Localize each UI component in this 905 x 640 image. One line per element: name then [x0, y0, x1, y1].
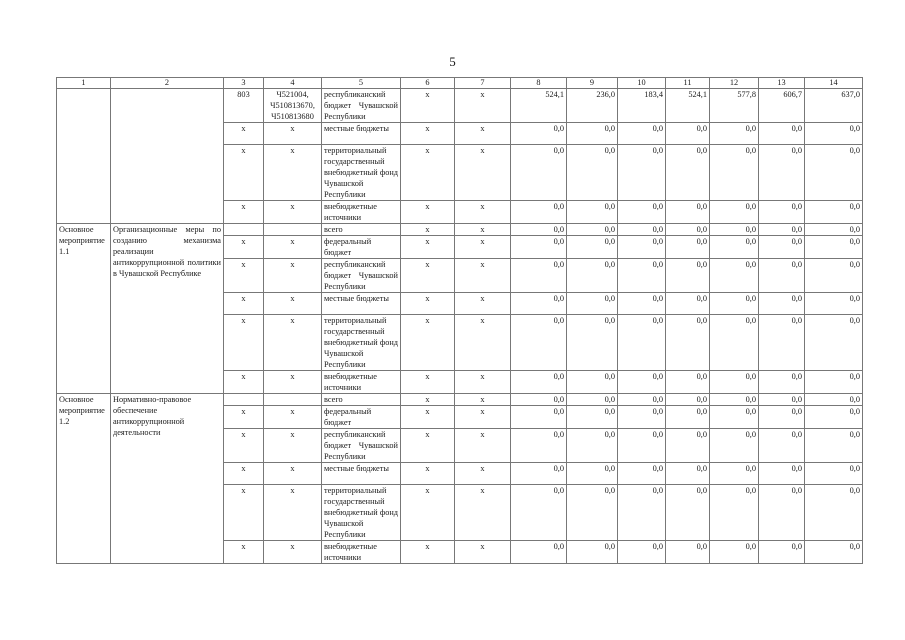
value-cell: 0,0	[666, 429, 710, 463]
marker-cell: x	[455, 429, 511, 463]
value-cell: 0,0	[710, 224, 759, 236]
kbk-cell: x	[264, 236, 322, 259]
kbk-cell: Ч521004, Ч510813670, Ч510813680	[264, 89, 322, 123]
value-cell: 0,0	[567, 224, 618, 236]
code-cell: x	[224, 123, 264, 145]
marker-cell: x	[455, 259, 511, 293]
kbk-cell: x	[264, 485, 322, 541]
value-cell: 0,0	[710, 406, 759, 429]
source-cell: местные бюджеты	[322, 463, 401, 485]
header-cell: 12	[710, 78, 759, 89]
marker-cell: x	[401, 394, 455, 406]
source-cell: территориальный государственный внебюджетный фонд Чувашской Республики	[322, 315, 401, 371]
event-name-cell	[111, 89, 224, 224]
value-cell: 0,0	[666, 145, 710, 201]
kbk-cell: x	[264, 541, 322, 564]
kbk-cell: x	[264, 259, 322, 293]
marker-cell: x	[401, 224, 455, 236]
value-cell: 0,0	[567, 145, 618, 201]
marker-cell: x	[455, 541, 511, 564]
value-cell: 0,0	[710, 236, 759, 259]
event-cell: Основное мероприятие 1.2	[57, 394, 111, 564]
source-cell: федеральный бюджет	[322, 406, 401, 429]
marker-cell: x	[455, 485, 511, 541]
kbk-cell: x	[264, 463, 322, 485]
kbk-cell: x	[264, 315, 322, 371]
header-cell: 9	[567, 78, 618, 89]
value-cell: 0,0	[567, 315, 618, 371]
value-cell: 0,0	[567, 406, 618, 429]
value-cell: 0,0	[759, 123, 805, 145]
value-cell: 0,0	[759, 371, 805, 394]
value-cell: 0,0	[567, 541, 618, 564]
code-cell: x	[224, 293, 264, 315]
value-cell: 0,0	[805, 123, 863, 145]
value-cell: 0,0	[710, 463, 759, 485]
value-cell: 0,0	[710, 201, 759, 224]
value-cell: 0,0	[805, 145, 863, 201]
value-cell: 0,0	[618, 201, 666, 224]
value-cell: 0,0	[710, 145, 759, 201]
value-cell: 0,0	[511, 371, 567, 394]
value-cell: 0,0	[805, 485, 863, 541]
code-cell: x	[224, 485, 264, 541]
marker-cell: x	[455, 89, 511, 123]
source-cell: всего	[322, 394, 401, 406]
code-cell: x	[224, 463, 264, 485]
source-cell: республиканский бюджет Чувашской Республики	[322, 89, 401, 123]
value-cell: 0,0	[759, 224, 805, 236]
value-cell: 0,0	[567, 394, 618, 406]
value-cell: 0,0	[567, 371, 618, 394]
source-cell: внебюджетные источники	[322, 371, 401, 394]
value-cell: 236,0	[567, 89, 618, 123]
budget-table	[56, 77, 863, 564]
marker-cell: x	[401, 123, 455, 145]
code-cell: x	[224, 371, 264, 394]
source-cell: федеральный бюджет	[322, 236, 401, 259]
source-cell: внебюджетные источники	[322, 541, 401, 564]
value-cell: 0,0	[511, 224, 567, 236]
code-cell: x	[224, 406, 264, 429]
value-cell: 0,0	[805, 406, 863, 429]
value-cell: 0,0	[666, 541, 710, 564]
value-cell: 0,0	[618, 429, 666, 463]
value-cell: 0,0	[805, 259, 863, 293]
value-cell: 0,0	[618, 463, 666, 485]
value-cell: 0,0	[511, 315, 567, 371]
value-cell: 0,0	[511, 293, 567, 315]
header-cell: 4	[264, 78, 322, 89]
value-cell: 0,0	[666, 485, 710, 541]
value-cell: 0,0	[759, 394, 805, 406]
value-cell: 0,0	[511, 463, 567, 485]
marker-cell: x	[401, 259, 455, 293]
marker-cell: x	[455, 201, 511, 224]
value-cell: 0,0	[666, 236, 710, 259]
marker-cell: x	[455, 371, 511, 394]
value-cell: 0,0	[805, 201, 863, 224]
value-cell: 0,0	[759, 145, 805, 201]
value-cell: 0,0	[666, 371, 710, 394]
value-cell: 0,0	[710, 123, 759, 145]
value-cell: 0,0	[805, 315, 863, 371]
marker-cell: x	[455, 293, 511, 315]
value-cell: 0,0	[666, 315, 710, 371]
value-cell: 0,0	[710, 394, 759, 406]
kbk-cell	[264, 224, 322, 236]
source-cell: республиканский бюджет Чувашской Республики	[322, 429, 401, 463]
value-cell: 606,7	[759, 89, 805, 123]
code-cell	[224, 394, 264, 406]
value-cell: 0,0	[567, 259, 618, 293]
marker-cell: x	[401, 145, 455, 201]
marker-cell: x	[401, 485, 455, 541]
header-cell: 8	[511, 78, 567, 89]
marker-cell: x	[401, 429, 455, 463]
header-cell: 11	[666, 78, 710, 89]
value-cell: 0,0	[511, 201, 567, 224]
marker-cell: x	[455, 236, 511, 259]
code-cell: 803	[224, 89, 264, 123]
kbk-cell: x	[264, 145, 322, 201]
value-cell: 0,0	[759, 485, 805, 541]
event-cell	[57, 89, 111, 224]
value-cell: 0,0	[511, 123, 567, 145]
code-cell: x	[224, 259, 264, 293]
marker-cell: x	[455, 315, 511, 371]
marker-cell: x	[401, 371, 455, 394]
value-cell: 0,0	[710, 429, 759, 463]
header-cell: 3	[224, 78, 264, 89]
value-cell: 0,0	[618, 371, 666, 394]
kbk-cell: x	[264, 293, 322, 315]
source-cell: местные бюджеты	[322, 293, 401, 315]
value-cell: 637,0	[805, 89, 863, 123]
value-cell: 0,0	[759, 315, 805, 371]
value-cell: 0,0	[618, 293, 666, 315]
kbk-cell: x	[264, 371, 322, 394]
header-cell: 13	[759, 78, 805, 89]
table-body	[57, 78, 863, 564]
value-cell: 0,0	[805, 429, 863, 463]
marker-cell: x	[455, 123, 511, 145]
value-cell: 0,0	[666, 293, 710, 315]
value-cell: 0,0	[511, 145, 567, 201]
value-cell: 0,0	[618, 224, 666, 236]
value-cell: 0,0	[805, 541, 863, 564]
value-cell: 0,0	[710, 259, 759, 293]
value-cell: 0,0	[666, 201, 710, 224]
marker-cell: x	[455, 406, 511, 429]
value-cell: 0,0	[567, 236, 618, 259]
value-cell: 0,0	[666, 259, 710, 293]
value-cell: 0,0	[618, 406, 666, 429]
marker-cell: x	[401, 463, 455, 485]
value-cell: 0,0	[618, 394, 666, 406]
header-row	[57, 78, 863, 89]
value-cell: 0,0	[618, 541, 666, 564]
marker-cell: x	[401, 541, 455, 564]
value-cell: 0,0	[805, 371, 863, 394]
marker-cell: x	[401, 236, 455, 259]
table-row	[57, 394, 863, 406]
value-cell: 183,4	[618, 89, 666, 123]
marker-cell: x	[401, 293, 455, 315]
value-cell: 0,0	[710, 371, 759, 394]
table-row	[57, 224, 863, 236]
value-cell: 524,1	[666, 89, 710, 123]
value-cell: 0,0	[710, 485, 759, 541]
marker-cell: x	[455, 463, 511, 485]
value-cell: 0,0	[805, 293, 863, 315]
value-cell: 0,0	[759, 463, 805, 485]
value-cell: 0,0	[511, 259, 567, 293]
value-cell: 0,0	[618, 123, 666, 145]
value-cell: 0,0	[805, 463, 863, 485]
value-cell: 0,0	[567, 201, 618, 224]
source-cell: местные бюджеты	[322, 123, 401, 145]
marker-cell: x	[455, 224, 511, 236]
event-name-cell: Организационные меры по созданию механизма реализации антикоррупционной политики в Чувашской Республике	[111, 224, 224, 394]
value-cell: 0,0	[710, 541, 759, 564]
value-cell: 524,1	[511, 89, 567, 123]
header-cell: 6	[401, 78, 455, 89]
source-cell: республиканский бюджет Чувашской Республики	[322, 259, 401, 293]
code-cell: x	[224, 201, 264, 224]
marker-cell: x	[401, 201, 455, 224]
value-cell: 0,0	[511, 485, 567, 541]
table-row	[57, 89, 863, 123]
header-cell: 1	[57, 78, 111, 89]
source-cell: территориальный государственный внебюджетный фонд Чувашской Республики	[322, 145, 401, 201]
code-cell: x	[224, 236, 264, 259]
value-cell: 0,0	[666, 406, 710, 429]
code-cell: x	[224, 541, 264, 564]
value-cell: 0,0	[666, 463, 710, 485]
marker-cell: x	[401, 89, 455, 123]
value-cell: 0,0	[759, 293, 805, 315]
header-cell: 5	[322, 78, 401, 89]
value-cell: 0,0	[511, 236, 567, 259]
value-cell: 0,0	[666, 394, 710, 406]
value-cell: 0,0	[618, 236, 666, 259]
kbk-cell: x	[264, 123, 322, 145]
marker-cell: x	[455, 145, 511, 201]
page-number: 5	[449, 54, 456, 69]
value-cell: 0,0	[759, 541, 805, 564]
kbk-cell: x	[264, 201, 322, 224]
value-cell: 0,0	[511, 394, 567, 406]
value-cell: 0,0	[710, 293, 759, 315]
code-cell: x	[224, 145, 264, 201]
event-cell: Основное мероприятие 1.1	[57, 224, 111, 394]
code-cell	[224, 224, 264, 236]
value-cell: 0,0	[805, 224, 863, 236]
value-cell: 0,0	[511, 406, 567, 429]
value-cell: 0,0	[759, 201, 805, 224]
value-cell: 0,0	[567, 429, 618, 463]
value-cell: 0,0	[710, 315, 759, 371]
value-cell: 0,0	[618, 259, 666, 293]
marker-cell: x	[455, 394, 511, 406]
event-name-cell: Нормативно-правовое обеспечение антикоррупционной деятельности	[111, 394, 224, 564]
value-cell: 577,8	[710, 89, 759, 123]
kbk-cell: x	[264, 406, 322, 429]
marker-cell: x	[401, 315, 455, 371]
value-cell: 0,0	[666, 123, 710, 145]
kbk-cell: x	[264, 429, 322, 463]
value-cell: 0,0	[759, 429, 805, 463]
value-cell: 0,0	[805, 394, 863, 406]
value-cell: 0,0	[511, 429, 567, 463]
value-cell: 0,0	[511, 541, 567, 564]
code-cell: x	[224, 315, 264, 371]
value-cell: 0,0	[618, 485, 666, 541]
value-cell: 0,0	[567, 123, 618, 145]
value-cell: 0,0	[567, 485, 618, 541]
header-cell: 7	[455, 78, 511, 89]
value-cell: 0,0	[618, 145, 666, 201]
value-cell: 0,0	[567, 463, 618, 485]
value-cell: 0,0	[805, 236, 863, 259]
value-cell: 0,0	[759, 406, 805, 429]
header-cell: 14	[805, 78, 863, 89]
header-cell: 2	[111, 78, 224, 89]
kbk-cell	[264, 394, 322, 406]
source-cell: территориальный государственный внебюджетный фонд Чувашской Республики	[322, 485, 401, 541]
value-cell: 0,0	[666, 224, 710, 236]
value-cell: 0,0	[618, 315, 666, 371]
source-cell: внебюджетные источники	[322, 201, 401, 224]
code-cell: x	[224, 429, 264, 463]
value-cell: 0,0	[759, 259, 805, 293]
marker-cell: x	[401, 406, 455, 429]
header-cell: 10	[618, 78, 666, 89]
value-cell: 0,0	[567, 293, 618, 315]
value-cell: 0,0	[759, 236, 805, 259]
source-cell: всего	[322, 224, 401, 236]
